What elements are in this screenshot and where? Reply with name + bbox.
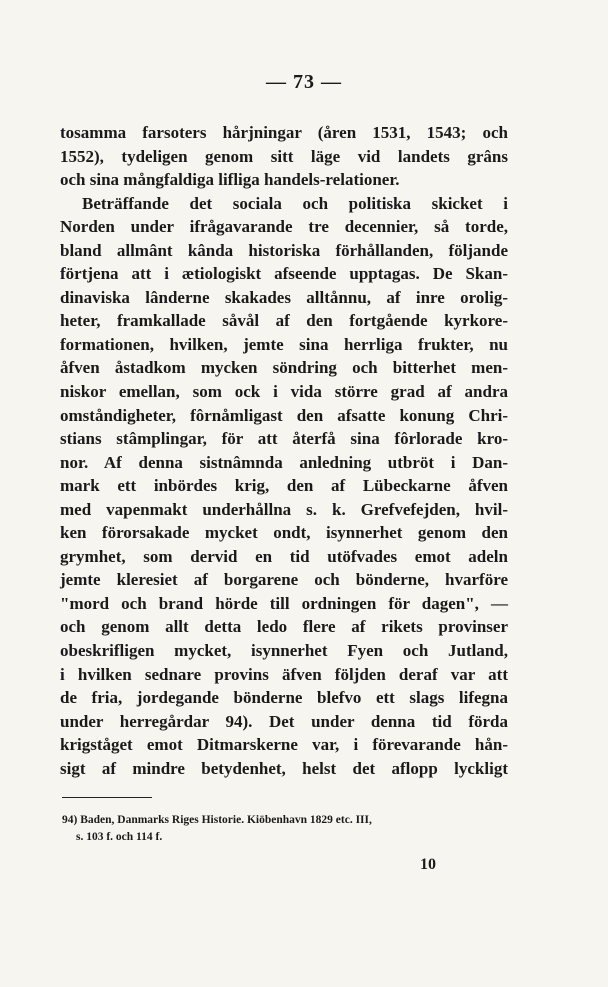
text-line: stians stâmplingar, för att återfå sina fôrlorade kro- [60,429,508,449]
text-line: åfven åstadkom mycken söndring och bitterhet men- [60,358,508,378]
text-line: nor. Af denna sistnâmnda anledning utbröt i Dan- [60,452,508,472]
text-line: niskor emellan, som ock i vida större grad af andra [60,382,508,402]
text-line: bland allmânt kânda historiska förhållanden, följande [60,240,508,260]
text-line: heter, framkallade såvål af den fortgående kyrkore- [60,311,508,331]
page-number-header: — 73 — [266,71,342,93]
text-line: ken förorsakade mycket ondt, isynnerhet genom den [60,523,508,543]
text-line: under herregårdar 94). Det under denna tid förda [60,711,508,731]
text-line: 1552), tydeligen genom sitt läge vid landets grâns [60,146,508,166]
text-line: förtjena att i ætiologiskt afseende upptagas. De Skan- [60,264,508,284]
text-line: i hvilken sednare provins äfven följden deraf var att [60,664,508,684]
text-line: och sina mångfaldiga lifliga handels-relationer. [60,170,400,190]
footnote-rule [62,797,152,798]
text-line: formationen, hvilken, jemte sina herrliga frukter, nu [60,334,508,354]
text-line: obeskrifligen mycket, isynnerhet Fyen och Jutland, [60,641,508,661]
footnote-line-2: s. 103 f. och 114 f. [76,831,163,843]
body-text [60,121,508,780]
text-line: grymhet, som dervid en tid utöfvades emot adeln [60,546,508,566]
footnote [62,812,502,846]
text-line: med vapenmakt underhållna s. k. Grefvefejden, hvil- [60,499,508,519]
text-line: jemte kleresiet af borgarene och bönderne, hvarföre [60,570,508,590]
text-line: "mord och brand hörde till ordningen för dagen", — [60,593,508,613]
text-line: omståndigheter, fôrnåmligast den afsatte konung Chri- [60,405,508,425]
text-line: mark ett inbördes krig, den af Lübeckarne åfven [60,476,508,496]
text-line: krigståget emot Ditmarskerne var, i förevarande hån- [60,735,508,755]
text-line: Norden under ifrågavarande tre decennier, så torde, [60,217,508,237]
text-line: och genom allt detta ledo flere af rikets provinser [60,617,508,637]
text-line: sigt af mindre betydenhet, helst det aflopp lyckligt [60,758,508,778]
signature-mark: 10 [420,856,436,873]
footnote-line-1: 94) Baden, Danmarks Riges Historie. Kiöbenhavn 1829 etc. III, [62,814,372,826]
text-line: tosamma farsoters hårjningar (åren 1531, 1543; och [60,123,508,142]
text-line: dinaviska lânderne skakades alltånnu, af inre orolig- [60,287,508,307]
text-line: de fria, jordegande bönderne blefvo ett slags lifegna [60,688,508,708]
text-line: Beträffande det sociala och politiska skicket i [82,193,508,213]
